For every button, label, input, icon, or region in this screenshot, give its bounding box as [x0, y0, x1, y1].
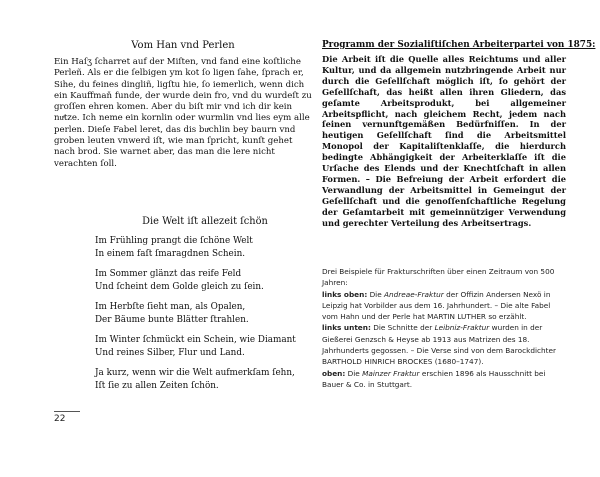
- poem-stanza: [95, 301, 315, 327]
- caption-label-top: oben:: [322, 368, 346, 378]
- poem-stanza: [95, 235, 315, 261]
- program-text: Die Arbeit iſt die Quelle alles Reichtums und aller Kultur, und da allgemein nutzbringende Arbeit nur durch die Geſellſchaft möglich iſt, ſo gehört der Geſellſchaft, das heißt allen ihren Gliedern, das geſamte Arbeitsprodukt, bei allgemeiner Arbeitspflicht, nach gleichem Recht, jedem nach ſeinen vernunftgemäßen Bedürfniſſen. In der heutigen Geſellſchaft ſind die Arbeitsmittel Monopol der Kapitaliſtenklaſſe, die hierdurch bedingte Abhängigkeit der Arbeiterklaſſe iſt die Urſache des Elends und der Knechtſchaft in allen Formen. – Die Befreiung der Arbeit erfordert die Verwandlung der Arbeitsmittel in Gemeingut der Geſellſchaft und die genoſſenſchaftliche Regelung der Geſamtarbeit mit gemeinnütziger Verwendung und gerechter Verteilung des Arbeitsertrags.: [322, 54, 566, 228]
- fable-title: Vom Han vnd Perlen: [131, 40, 235, 51]
- page-number-rule: [54, 411, 80, 412]
- page-number: 22: [54, 414, 66, 424]
- poem-line: Und reines Silber, Flur und Land.: [95, 348, 245, 358]
- poem-line: Ja kurz, wenn wir die Welt aufmerkſam ſehn,: [95, 368, 295, 378]
- fable-block: [54, 40, 312, 170]
- poem-line: Und ſcheint dem Golde gleich zu ſein.: [95, 282, 264, 292]
- poem-line: Im Frühling prangt die ſchöne Welt: [95, 236, 253, 246]
- caption-font-name-mainzer: Mainzer Fraktur: [362, 368, 420, 378]
- fable-text: Ein Haſʒ ſcharret auf der Miſten, vnd fand eine koſtliche Perleñ. Als er die ſelbigen ym kot ſo ligen ſahe, ſprach er, Sihe, du feines dingliñ, ligſtu hie, ſo iemerlich, wenn dich ein Kauffmaň funde, der wurde dein fro, vnd du wurdeſt zu groſſen ehren komen. Aber du biſt mir vnd ich dir kein nuͤtze. Ich neme ein kornlin oder wurmlin vnd lies eym alle perlen. Dieſe Fabel leret, das dis buͤchlin bey baurn vnd groben leuten vnwerd iſt, wie man ſpricht, kunſt gehet nach brod. Sie warnet aber, das man die lere nicht verachten ſoll.: [54, 57, 312, 169]
- caption-top-pre: Die: [347, 368, 360, 378]
- poem-stanza: [95, 268, 315, 294]
- poem-line: Iſt ſie zu allen Zeiten ſchön.: [95, 381, 219, 391]
- program-title: Programm der Sozialiſtiſchen Arbeiterpartei von 1875:: [322, 40, 596, 50]
- caption-left-top-text: der Offizin Andersen Nexö in Leipzig hat Vorbilder aus dem 16. Jahrhundert. – Die alte Fabel vom Hahn und der Perle hat MARTIN LUTHER so erzählt.: [322, 289, 551, 322]
- caption-font-name-leibniz: Leibniz-Fraktur: [434, 323, 490, 333]
- caption-label-left-bottom: links unten:: [322, 323, 371, 333]
- caption-left-top-pre: Die: [369, 289, 382, 299]
- poem-stanza: [95, 334, 315, 360]
- caption-font-name-andreae: Andreae-Fraktur: [384, 289, 444, 299]
- caption-left-bottom-pre: Die Schnitte der: [373, 323, 433, 333]
- caption-block: [322, 266, 566, 390]
- caption-top-text: erschien 1896 als Hausschnitt bei Bauer & Co. in Stuttgart.: [322, 368, 546, 389]
- poem-line: Im Sommer glänzt das reife Feld: [95, 269, 242, 279]
- poem-title: Die Welt iſt allezeit ſchön: [142, 216, 268, 227]
- poem-line: Im Winter ſchmückt ein Schein, wie Diamant: [95, 335, 296, 345]
- poem-stanza: [95, 367, 315, 393]
- poem-line: Der Bäume bunte Blätter ſtrahlen.: [95, 315, 249, 325]
- caption-label-left-top: links oben:: [322, 289, 368, 299]
- caption-intro: Drei Beispiele für Frakturschriften über einen Zeitraum von 500 Jahren:: [322, 267, 555, 288]
- poem-line: In einem faſt ſmaragdnen Schein.: [95, 249, 246, 259]
- program-block: [322, 40, 596, 229]
- poem-line: Im Herbſte ſieht man, als Opalen,: [95, 302, 246, 312]
- poem-block: [95, 216, 315, 400]
- caption-left-bottom-text: wurden in der Gießerei Genzsch & Heyse ab 1913 aus Matrizen des 18. Jahrhunderts gegossen. – Die Verse sind von dem Barockdichter BARTHOLD HINRICH BROCKES (1680–1747).: [322, 323, 556, 367]
